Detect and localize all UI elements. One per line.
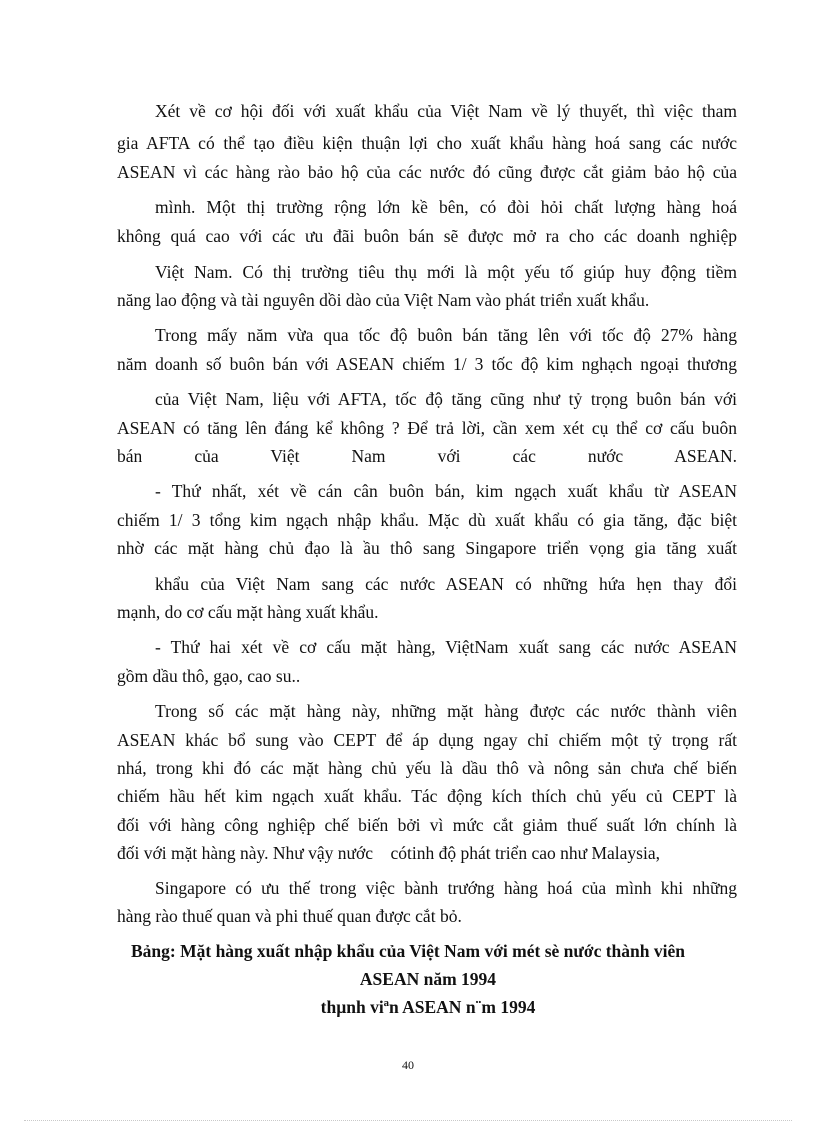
- text-line: năm doanh số buôn bán với ASEAN chiếm 1/ 3 tốc độ kim nghạch ngoại thương: [117, 354, 737, 374]
- text-line: của Việt Nam, liệu với AFTA, tốc độ tăng cũng như tỷ trọng buôn bán với: [155, 389, 737, 409]
- table-caption-line-2: ASEAN năm 1994: [359, 969, 497, 989]
- text-line: chiếm 1/ 3 tổng kim ngạch nhập khẩu. Mặc dù xuất khẩu có gia tăng, đặc biệt: [117, 510, 737, 530]
- page-footer-rule: [24, 1120, 792, 1121]
- text-line: ASEAN khác bổ sung vào CEPT để áp dụng ngay chỉ chiếm một tỷ trọng rất: [117, 730, 737, 750]
- text-line: Trong số các mặt hàng này, những mặt hàng được các nước thành viên: [155, 701, 737, 721]
- text-line: nhờ các mặt hàng chủ đạo là ầu thô sang Singapore triển vọng gia tăng xuất: [117, 538, 737, 558]
- page-number: 40: [402, 1058, 414, 1072]
- text-line: Trong mấy năm vừa qua tốc độ buôn bán tăng lên với tốc độ 27% hàng: [155, 325, 737, 345]
- text-line: - Thứ nhất, xét về cán cân buôn bán, kim ngạch xuất khẩu từ ASEAN: [155, 481, 737, 501]
- text-line: năng lao động và tài nguyên dồi dào của Việt Nam vào phát triển xuất khẩu.: [117, 290, 650, 310]
- text-line: đối với mặt hàng này. Như vậy nước cótinh độ phát triển cao như Malaysia,: [117, 843, 660, 863]
- text-line: ASEAN có tăng lên đáng kể không ? Để trả lời, cần xem xét cụ thể cơ cấu buôn: [117, 418, 737, 438]
- text-line: Singapore có ưu thế trong việc bành trướng hàng hoá của mình khi những: [155, 878, 737, 898]
- text-line: không quá cao với các ưu đãi buôn bán sẽ được mở ra cho các doanh nghiệp: [117, 226, 737, 246]
- text-line: Xét về cơ hội đối với xuất khẩu của Việt Nam về lý thuyết, thì việc tham: [155, 101, 737, 121]
- table-caption-line-1: Bảng: Mặt hàng xuất nhập khẩu của Việt Nam với mét sè nước thành viên: [131, 941, 685, 961]
- text-line: mạnh, do cơ cấu mặt hàng xuất khẩu.: [117, 602, 379, 622]
- text-line: bán của Việt Nam với các nước ASEAN.: [117, 446, 737, 466]
- text-line: gồm dầu thô, gạo, cao su..: [117, 666, 301, 686]
- text-line: gia AFTA có thể tạo điều kiện thuận lợi cho xuất khẩu hàng hoá sang các nước: [117, 133, 737, 153]
- table-caption-line-3: thµnh viªn ASEAN n¨m 1994: [320, 997, 536, 1017]
- text-line: đối với hàng công nghiệp chế biến bởi vì mức cắt giảm thuế suất lớn chính là: [117, 815, 737, 835]
- text-line: mình. Một thị trường rộng lớn kề bên, có đòi hỏi chất lượng hàng hoá: [155, 197, 737, 217]
- text-line: khẩu của Việt Nam sang các nước ASEAN có những hứa hẹn thay đổi: [155, 574, 737, 594]
- text-line: - Thứ hai xét về cơ cấu mặt hàng, ViệtNam xuất sang các nước ASEAN: [155, 637, 737, 657]
- text-line: nhá, trong khi đó các mặt hàng chủ yếu là dầu thô và nông sản chưa chế biến: [117, 758, 737, 778]
- text-line: chiếm hầu hết kim ngạch xuất khẩu. Tác động kích thích chủ yếu củ CEPT là: [117, 786, 737, 806]
- text-line: Việt Nam. Có thị trường tiêu thụ mới là một yếu tố giúp huy động tiềm: [155, 262, 737, 282]
- text-line: ASEAN vì các hàng rào bảo hộ của các nước đó cũng được cắt giảm bảo hộ của: [117, 162, 737, 182]
- text-line: hàng rào thuế quan và phi thuế quan được cắt bỏ.: [117, 906, 462, 926]
